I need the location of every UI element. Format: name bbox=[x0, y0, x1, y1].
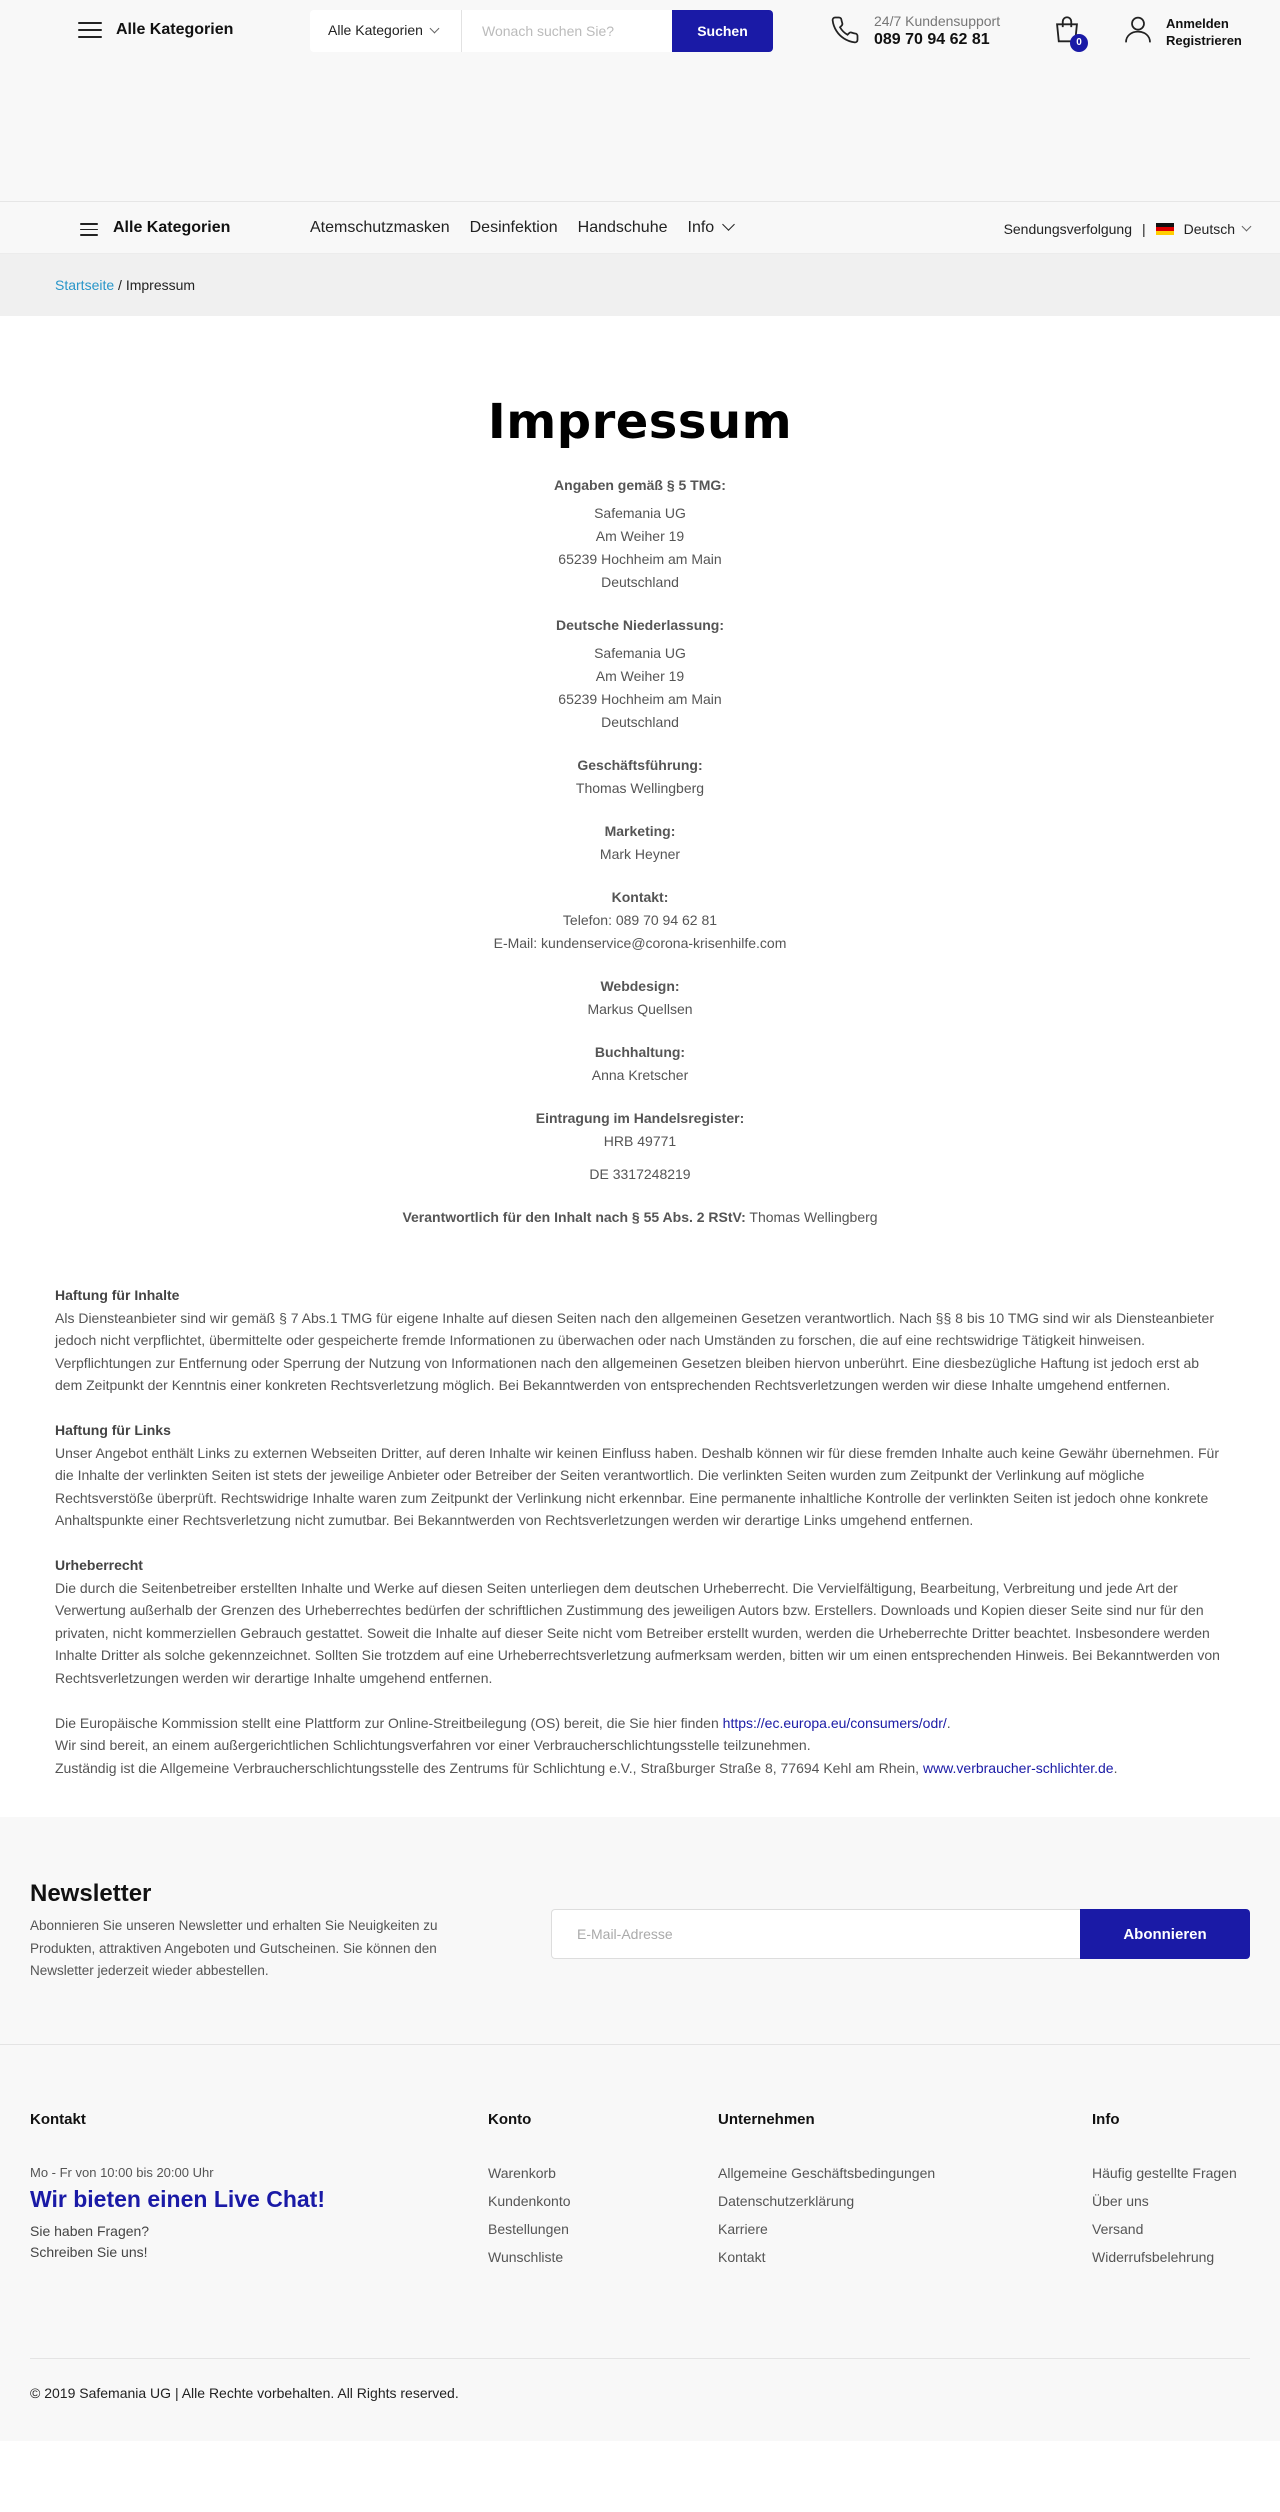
section-marketing bbox=[0, 820, 1280, 866]
odr-line3-text: Zuständig ist die Allgemeine Verbraucherschlichtungsstelle des Zentrums für Schlichtung e.V., Straßburger Straße 8, 77694 Kehl am Rhein, bbox=[55, 1759, 923, 1776]
section-line: Anna Kretscher bbox=[591, 1067, 689, 1083]
section-company bbox=[0, 474, 1280, 594]
responsible-label: Verantwortlich für den Inhalt nach § 55 Abs. 2 RStV: bbox=[402, 1209, 746, 1225]
section-branch bbox=[0, 614, 1280, 734]
chevron-down-icon bbox=[722, 218, 735, 231]
section-register bbox=[0, 1107, 1280, 1153]
main-content bbox=[0, 316, 1280, 1779]
chevron-down-icon bbox=[430, 24, 440, 34]
search-category-select[interactable] bbox=[310, 10, 462, 52]
legal-heading: Haftung für Inhalte bbox=[55, 1287, 180, 1303]
page-title: Impressum bbox=[487, 394, 793, 450]
opening-hours: Mo - Fr von 10:00 bis 20:00 Uhr bbox=[30, 2165, 214, 2181]
section-line: Thomas Wellingberg bbox=[575, 780, 705, 796]
all-categories-toggle[interactable]: Alle Kategorien bbox=[116, 21, 234, 38]
nav-separator: | bbox=[1142, 221, 1146, 237]
flag-de-icon bbox=[1156, 223, 1174, 235]
newsletter-text: Abonnieren Sie unseren Newsletter und erhalten Sie Neuigkeiten zu Produkten, attraktiven Angeboten und Gutscheinen. Sie können den Newsletter jederzeit wieder abbestellen. bbox=[30, 1918, 438, 1979]
breadcrumb-separator: / bbox=[118, 277, 122, 293]
section-line: 65239 Hochheim am Main bbox=[558, 551, 722, 567]
legal-text: Als Diensteanbieter sind wir gemäß § 7 Abs.1 TMG für eigene Inhalte auf diesen Seiten nach den allgemeinen Gesetzen verantwortlich. Nach §§ 8 bis 10 TMG sind wir als Diensteanbieter jedoch nicht verpflichtet, übermittelte oder gespeicherte fremde Informationen zu überwachen oder nach Umständen zu forschen, die auf eine rechtswidrige Tätigkeit hinweisen. Verpflichtungen zur Entfernung oder Sperrung der Nutzung von Informationen nach den allgemeinen Gesetzen bleiben hiervon unberührt. Eine diesbezügliche Haftung ist jedoch erst ab dem Zeitpunkt der Kenntnis einer konkreten Rechtsverletzung möglich. Bei Bekanntwerden von entsprechenden Rechtsverletzungen werden wir diese Inhalte umgehend entfernen. bbox=[55, 1309, 1214, 1394]
main-nav bbox=[0, 202, 1280, 254]
legal-section bbox=[55, 1554, 1225, 1690]
vat-id: DE 3317248219 bbox=[589, 1166, 691, 1182]
nav-link-masks[interactable]: Atemschutzmasken bbox=[310, 219, 450, 236]
odr-line3 bbox=[55, 1757, 1225, 1780]
copyright: © 2019 Safemania UG | Alle Rechte vorbehalten. All Rights reserved. bbox=[30, 2385, 459, 2402]
breadcrumb-home[interactable]: Startseite bbox=[55, 277, 115, 293]
language-select[interactable]: Deutsch bbox=[1183, 221, 1235, 237]
odr-line2: Wir sind bereit, an einem außergerichtlichen Schlichtungsverfahren vor einer Verbraucherschlichtungsstelle teilzunehmen. bbox=[55, 1737, 811, 1754]
odr-link[interactable]: https://ec.europa.eu/consumers/odr/ bbox=[722, 1714, 947, 1731]
section-heading: Webdesign: bbox=[600, 978, 680, 994]
register-link[interactable]: Registrieren bbox=[1166, 33, 1242, 48]
odr-text: Die Europäische Kommission stellt eine Plattform zur Online-Streitbeilegung (OS) bereit, die Sie hier finden bbox=[55, 1714, 723, 1731]
footer-link-terms[interactable]: Allgemeine Geschäftsbedingungen bbox=[718, 2165, 936, 2182]
odr-text-after: . bbox=[946, 1714, 951, 1731]
nav-link-disinfection[interactable]: Desinfektion bbox=[469, 219, 558, 236]
top-header bbox=[0, 0, 1280, 202]
support-label: 24/7 Kundensupport bbox=[874, 13, 1001, 29]
breadcrumb-current: Impressum bbox=[125, 277, 196, 293]
odr-line3-after: . bbox=[1113, 1759, 1118, 1776]
section-webdesign bbox=[0, 975, 1280, 1021]
section-line: Mark Heyner bbox=[599, 846, 681, 862]
footer-link-careers[interactable]: Karriere bbox=[718, 2221, 768, 2238]
nav-right bbox=[1004, 221, 1250, 237]
section-line: E-Mail: kundenservice@corona-krisenhilfe.com bbox=[493, 935, 787, 951]
footer-heading: Info bbox=[1092, 2111, 1120, 2129]
search-button[interactable]: Suchen bbox=[672, 10, 773, 52]
nav-links bbox=[310, 219, 753, 237]
section-management bbox=[0, 754, 1280, 800]
section-line: Markus Quellsen bbox=[587, 1001, 693, 1017]
breadcrumb bbox=[0, 254, 1280, 316]
cart-count-badge: 0 bbox=[1070, 34, 1088, 52]
menu-icon[interactable] bbox=[78, 22, 102, 38]
footer-heading: Konto bbox=[488, 2111, 532, 2129]
section-heading: Geschäftsführung: bbox=[577, 757, 703, 773]
section-heading: Angaben gemäß § 5 TMG: bbox=[554, 477, 726, 493]
footer bbox=[0, 2045, 1280, 2441]
odr-line bbox=[55, 1712, 1225, 1735]
footer-link-shipping[interactable]: Versand bbox=[1092, 2221, 1144, 2238]
footer-link-account[interactable]: Kundenkonto bbox=[488, 2193, 571, 2210]
nav-all-categories[interactable]: Alle Kategorien bbox=[113, 219, 231, 236]
section-line: Am Weiher 19 bbox=[595, 528, 685, 544]
responsible-name: Thomas Wellingberg bbox=[749, 1209, 878, 1225]
footer-heading: Kontakt bbox=[30, 2111, 86, 2129]
section-line: Safemania UG bbox=[594, 505, 686, 521]
legal-heading: Urheberrecht bbox=[55, 1556, 143, 1573]
newsletter-email-input[interactable] bbox=[551, 1909, 1081, 1959]
phone-icon bbox=[830, 15, 860, 45]
footer-link-contact[interactable]: Kontakt bbox=[718, 2249, 766, 2266]
footer-link-privacy[interactable]: Datenschutzerklärung bbox=[718, 2193, 855, 2210]
legal-section bbox=[55, 1419, 1225, 1532]
section-line: Safemania UG bbox=[594, 645, 686, 661]
section-heading: Marketing: bbox=[604, 823, 676, 839]
odr-section bbox=[55, 1712, 1225, 1780]
imprint-details bbox=[0, 474, 1280, 1229]
search-category-label: Alle Kategorien bbox=[328, 22, 423, 38]
newsletter-subscribe-button[interactable]: Abonnieren bbox=[1080, 1909, 1250, 1959]
login-link[interactable]: Anmelden bbox=[1166, 16, 1229, 31]
newsletter-title: Newsletter bbox=[30, 1880, 152, 1908]
contact-question: Sie haben Fragen? bbox=[30, 2223, 150, 2240]
legal-text: Unser Angebot enthält Links zu externen Webseiten Dritter, auf deren Inhalte wir keinen Einfluss haben. Deshalb können wir für diese fremden Inhalte auch keine Gewähr übernehmen. Für die Inhalte der verlinkten Seiten ist stets der jeweilige Anbieter oder Betreiber der Seiten verantwortlich. Die verlinkten Seiten wurden zum Zeitpunkt der Verlinkung auf mögliche Rechtsverstöße überprüft. Rechtswidrige Inhalte waren zum Zeitpunkt der Verlinkung nicht erkennbar. Eine permanente inhaltliche Kontrolle der verlinkten Seiten ist jedoch ohne konkrete Anhaltspunkte einer Rechtsverletzung nicht zumutbar. Bei Bekanntwerden von Rechtsverletzungen werden wir derartige Links umgehend entfernen. bbox=[55, 1444, 1219, 1529]
tracking-link[interactable]: Sendungsverfolgung bbox=[1003, 221, 1132, 237]
user-icon[interactable] bbox=[1122, 13, 1154, 45]
section-line: 65239 Hochheim am Main bbox=[558, 691, 722, 707]
contact-cta: Schreiben Sie uns! bbox=[30, 2244, 148, 2261]
support-phone[interactable]: 089 70 94 62 81 bbox=[874, 31, 990, 48]
responsible-line bbox=[0, 1206, 1280, 1229]
verbraucher-link[interactable]: www.verbraucher-schlichter.de bbox=[922, 1759, 1114, 1776]
section-contact bbox=[0, 886, 1280, 955]
section-heading: Deutsche Niederlassung: bbox=[555, 617, 725, 633]
search-bar bbox=[310, 10, 773, 52]
legal-notes bbox=[0, 1229, 1280, 1779]
section-heading: Buchhaltung: bbox=[594, 1044, 686, 1060]
legal-heading: Haftung für Links bbox=[55, 1421, 171, 1438]
newsletter-section bbox=[0, 1817, 1280, 2045]
legal-text: Die durch die Seitenbetreiber erstellten Inhalte und Werke auf diesen Seiten unterliegen dem deutschen Urheberrecht. Die Vervielfältigung, Bearbeitung, Verbreitung und jede Art der Verwertung außerhalb der Grenzen des Urheberrechtes bedürfen der schriftlichen Zustimmung des jeweiligen Autors bzw. Erstellers. Downloads und Kopien dieser Seite sind nur für den privaten, nicht kommerziellen Gebrauch gestattet. Soweit die Inhalte auf dieser Seite nicht vom Betreiber erstellt wurden, werden die Urheberrechte Dritter beachtet. Insbesondere werden Inhalte Dritter als solche gekennzeichnet. Sollten Sie trotzdem auf eine Urheberrechtsverletzung aufmerksam werden, bitten wir um einen entsprechenden Hinweis. Bei Bekanntwerden von Rechtsverletzungen werden wir derartige Inhalte umgehend entfernen. bbox=[55, 1579, 1220, 1686]
footer-link-withdrawal[interactable]: Widerrufsbelehrung bbox=[1092, 2249, 1215, 2266]
section-line: Telefon: 089 70 94 62 81 bbox=[562, 912, 718, 928]
nav-link-gloves[interactable]: Handschuhe bbox=[577, 219, 668, 236]
section-heading: Kontakt: bbox=[611, 889, 669, 905]
footer-link-faq[interactable]: Häufig gestellte Fragen bbox=[1092, 2165, 1237, 2182]
nav-link-info[interactable] bbox=[688, 219, 734, 237]
footer-link-about[interactable]: Über uns bbox=[1092, 2193, 1149, 2210]
footer-divider bbox=[30, 2358, 1250, 2359]
menu-icon[interactable] bbox=[80, 223, 98, 236]
footer-company bbox=[718, 2111, 935, 2277]
chevron-down-icon bbox=[1242, 221, 1252, 231]
footer-heading: Unternehmen bbox=[718, 2111, 815, 2129]
account-links bbox=[1166, 15, 1242, 49]
legal-section bbox=[55, 1284, 1225, 1397]
footer-link-orders[interactable]: Bestellungen bbox=[488, 2221, 569, 2238]
section-line: HRB 49771 bbox=[603, 1133, 677, 1149]
section-line: Am Weiher 19 bbox=[595, 668, 685, 684]
section-line: Deutschland bbox=[601, 714, 679, 730]
footer-info bbox=[1092, 2111, 1237, 2277]
nav-link-info-label: Info bbox=[687, 219, 715, 236]
footer-link-cart[interactable]: Warenkorb bbox=[488, 2165, 556, 2182]
section-line: Deutschland bbox=[601, 574, 679, 590]
section-accounting bbox=[0, 1041, 1280, 1087]
live-chat-link[interactable]: Wir bieten einen Live Chat! bbox=[30, 2186, 326, 2213]
footer-link-wishlist[interactable]: Wunschliste bbox=[488, 2249, 564, 2266]
search-input[interactable] bbox=[462, 10, 671, 52]
footer-contact bbox=[30, 2111, 325, 2263]
footer-account bbox=[488, 2111, 571, 2277]
section-heading: Eintragung im Handelsregister: bbox=[535, 1110, 745, 1126]
